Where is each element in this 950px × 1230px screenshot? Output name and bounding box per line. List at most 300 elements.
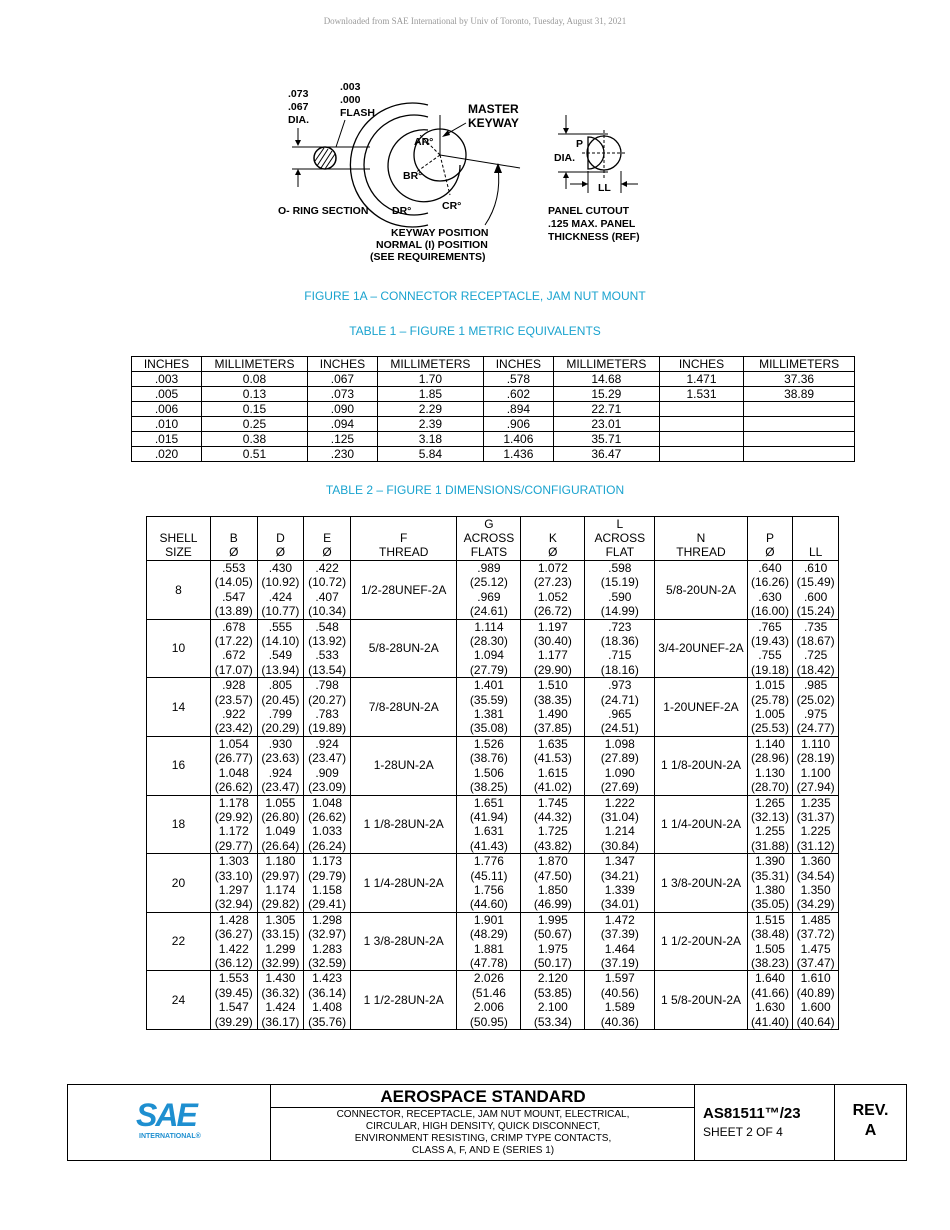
cell-line: (27.89): [600, 751, 639, 766]
cell-line: .798: [315, 678, 339, 693]
table-cell: .003: [132, 372, 202, 387]
cell-line: (37.19): [600, 955, 639, 970]
cell-line: (41.40): [750, 1014, 789, 1029]
cell-line: 1.870: [537, 854, 568, 869]
cell-line: (35.31): [750, 868, 789, 883]
fig-label: .003: [340, 81, 361, 93]
table-cell: [744, 402, 855, 417]
cell-line: (41.43): [469, 838, 508, 853]
table-row: [132, 447, 855, 462]
cell-line: 1.589: [604, 1000, 635, 1015]
cell-line: (40.36): [600, 1014, 639, 1029]
cell-line: (18.67): [796, 634, 835, 649]
column-header: INCHES: [483, 357, 553, 372]
table-cell: 24: [147, 971, 211, 1030]
cell-line: (23.47): [308, 751, 347, 766]
table-header-row: [132, 357, 855, 372]
header-line: SHELL: [159, 531, 198, 545]
table-cell: [585, 854, 655, 913]
table-cell: .073: [307, 387, 377, 402]
table-row: [132, 432, 855, 447]
cell-line: (41.53): [533, 751, 572, 766]
cell-line: .640: [758, 561, 782, 575]
table-cell: [793, 971, 839, 1030]
table-cell: [747, 561, 793, 620]
table-cell: [457, 971, 521, 1030]
cell-line: .422: [315, 561, 339, 575]
cell-line: .630: [758, 589, 782, 604]
cell-line: .805: [268, 678, 293, 693]
cell-line: .555: [268, 619, 293, 634]
cell-line: .985: [803, 678, 828, 693]
cell-line: (36.12): [214, 955, 253, 970]
column-header: [747, 517, 793, 561]
table-cell: [210, 795, 257, 854]
cell-line: 1.975: [537, 941, 568, 956]
table2-caption: TABLE 2 – FIGURE 1 DIMENSIONS/CONFIGURATION: [325, 483, 625, 497]
cell-line: (30.84): [600, 838, 639, 853]
table-cell: [304, 736, 351, 795]
cell-line: (35.08): [469, 721, 508, 736]
cell-line: (28.70): [750, 780, 789, 795]
sheet-number: SHEET 2 OF 4: [703, 1125, 783, 1139]
table-row: [147, 678, 839, 737]
cell-line: 1.381: [473, 707, 504, 722]
cell-line: (13.92): [308, 634, 347, 649]
table-cell: 2.39: [377, 417, 483, 432]
cell-line: (29.79): [308, 868, 347, 883]
cell-line: 1.408: [312, 1000, 343, 1015]
table-cell: [210, 736, 257, 795]
table-cell: [521, 619, 585, 678]
cell-line: 2.006: [473, 1000, 504, 1015]
table-cell: [521, 678, 585, 737]
cell-line: (41.94): [469, 809, 508, 824]
fig-label: DIA.: [288, 114, 309, 126]
table-cell: 36.47: [553, 447, 659, 462]
table-cell: [304, 854, 351, 913]
table-cell: [521, 854, 585, 913]
table-cell: [793, 912, 839, 971]
table-cell: [210, 971, 257, 1030]
cell-line: (13.89): [214, 604, 253, 619]
cell-line: 1.995: [537, 912, 568, 927]
table-cell: [210, 912, 257, 971]
cell-line: (24.61): [469, 604, 508, 619]
cell-line: (16.26): [750, 575, 789, 590]
table-cell: [793, 854, 839, 913]
table-cell: 1 1/2-28UN-2A: [350, 971, 457, 1030]
table-cell: 20: [147, 854, 211, 913]
header-line: THREAD: [379, 545, 429, 559]
table-cell: 1 1/4-20UN-2A: [655, 795, 747, 854]
cell-line: (27.23): [533, 575, 572, 590]
table-cell: [257, 912, 304, 971]
table-cell: 1 5/8-20UN-2A: [655, 971, 747, 1030]
fig-label: LL: [598, 182, 611, 194]
cell-line: (17.22): [214, 634, 253, 649]
table-cell: 37.36: [744, 372, 855, 387]
cell-line: (46.99): [533, 897, 572, 912]
table-cell: 0.15: [202, 402, 308, 417]
table-cell: 1-28UN-2A: [350, 736, 457, 795]
cell-line: .424: [268, 589, 293, 604]
table-cell: 38.89: [744, 387, 855, 402]
cell-line: .600: [803, 589, 828, 604]
cell-line: 1.265: [754, 795, 785, 810]
cell-line: 1.299: [265, 941, 296, 956]
cell-line: (10.77): [261, 604, 300, 619]
column-header: MILLIMETERS: [553, 357, 659, 372]
header-line: ACROSS: [594, 531, 646, 545]
cell-line: (26.72): [533, 604, 572, 619]
cell-line: (38.23): [750, 955, 789, 970]
logo-text: SAE: [136, 1097, 196, 1133]
doc-title: AEROSPACE STANDARD: [271, 1085, 695, 1108]
table-cell: [585, 561, 655, 620]
table-row: [147, 795, 839, 854]
cell-line: (25.02): [796, 692, 835, 707]
cell-line: 1.850: [537, 882, 568, 897]
table-cell: [793, 736, 839, 795]
table-cell: 0.25: [202, 417, 308, 432]
cell-line: (18.36): [600, 634, 639, 649]
column-header: [210, 517, 257, 561]
cell-line: .765: [758, 619, 782, 634]
cell-line: (24.51): [600, 721, 639, 736]
table-cell: [210, 561, 257, 620]
cell-line: (32.99): [261, 955, 300, 970]
table-cell: [304, 971, 351, 1030]
cell-line: (27.94): [796, 780, 835, 795]
cell-line: (29.77): [214, 838, 253, 853]
cell-line: 1.360: [800, 854, 831, 869]
cell-line: (37.47): [796, 955, 835, 970]
cell-line: (25.53): [750, 721, 789, 736]
table-cell: 0.08: [202, 372, 308, 387]
cell-line: 1.283: [312, 941, 343, 956]
table-cell: 8: [147, 561, 211, 620]
cell-line: (47.78): [469, 955, 508, 970]
cell-line: .430: [268, 561, 293, 575]
table-cell: [210, 678, 257, 737]
table-cell: 1 1/8-20UN-2A: [655, 736, 747, 795]
cell-line: (38.25): [469, 780, 508, 795]
table-cell: .067: [307, 372, 377, 387]
cell-line: (44.32): [533, 809, 572, 824]
cell-line: (19.18): [750, 662, 789, 677]
table-cell: 3/4-20UNEF-2A: [655, 619, 747, 678]
cell-line: (26.24): [308, 838, 347, 853]
cell-line: 1.305: [265, 912, 296, 927]
table-row: [147, 561, 839, 620]
table-cell: [457, 678, 521, 737]
header-line: Ø: [548, 545, 558, 559]
cell-line: (32.97): [308, 927, 347, 942]
cell-line: (33.15): [261, 927, 300, 942]
cell-line: 1.422: [218, 941, 249, 956]
cell-line: 1.174: [265, 882, 296, 897]
cell-line: .590: [608, 589, 632, 604]
table-cell: [747, 912, 793, 971]
cell-line: .723: [608, 619, 632, 634]
table-cell: 14.68: [553, 372, 659, 387]
fig-label: .125 MAX. PANEL: [548, 218, 636, 230]
table-row: [147, 619, 839, 678]
cell-line: (29.97): [261, 868, 300, 883]
table-header-row: [147, 517, 839, 561]
cell-line: 1.048: [218, 765, 249, 780]
table-row: [132, 402, 855, 417]
cell-line: 1.350: [800, 882, 831, 897]
table-cell: .894: [483, 402, 553, 417]
cell-line: (44.60): [469, 897, 508, 912]
table-cell: [659, 417, 743, 432]
cell-line: .922: [222, 707, 246, 722]
table-cell: [457, 619, 521, 678]
table-cell: 23.01: [553, 417, 659, 432]
cell-line: .553: [222, 561, 246, 575]
table-cell: [304, 678, 351, 737]
cell-line: (19.89): [308, 721, 347, 736]
doc-number: AS81511™/23: [703, 1105, 801, 1122]
cell-line: 1.110: [801, 736, 831, 751]
cell-line: (37.85): [533, 721, 572, 736]
column-header: MILLIMETERS: [202, 357, 308, 372]
cell-line: (23.57): [214, 692, 253, 707]
table-cell: [257, 971, 304, 1030]
cell-line: 1.510: [537, 678, 568, 693]
cell-line: 1.380: [754, 882, 785, 897]
cell-line: 2.100: [537, 1000, 568, 1015]
fig-label: BR°: [403, 170, 423, 182]
table-cell: [521, 971, 585, 1030]
cell-line: (30.40): [533, 634, 572, 649]
cell-line: (24.71): [600, 692, 639, 707]
cell-line: 1.515: [754, 912, 785, 927]
table-cell: [521, 561, 585, 620]
cell-line: (32.59): [308, 955, 347, 970]
cell-line: (26.77): [214, 751, 253, 766]
column-header: [257, 517, 304, 561]
cell-line: 1.094: [473, 648, 504, 663]
column-header: [793, 517, 839, 561]
cell-line: 1.610: [800, 971, 831, 986]
header-line: THREAD: [676, 545, 726, 559]
dimensions-table: [146, 516, 839, 1030]
table-cell: 1.85: [377, 387, 483, 402]
cell-line: 1.464: [604, 941, 635, 956]
fig-label: DR°: [392, 205, 412, 217]
table-cell: [457, 795, 521, 854]
header-line: F: [400, 531, 408, 545]
table-cell: [257, 795, 304, 854]
header-line: SIZE: [165, 545, 192, 559]
table-cell: 7/8-28UN-2A: [350, 678, 457, 737]
table-cell: .090: [307, 402, 377, 417]
cell-line: 1.475: [800, 941, 831, 956]
cell-line: .548: [315, 619, 339, 634]
cell-line: 1.303: [218, 854, 249, 869]
cell-line: 1.472: [604, 912, 635, 927]
cell-line: 1.054: [218, 736, 249, 751]
table-row: [132, 387, 855, 402]
table-cell: 1.436: [483, 447, 553, 462]
cell-line: (13.54): [308, 662, 347, 677]
cell-line: 1.339: [604, 882, 635, 897]
header-line: FLAT: [605, 545, 635, 559]
column-header: [304, 517, 351, 561]
cell-line: 1.428: [218, 912, 249, 927]
fig-label: FLASH: [340, 107, 375, 119]
table-cell: [210, 854, 257, 913]
cell-line: .973: [608, 678, 632, 693]
cell-line: (26.80): [261, 809, 300, 824]
figure-caption: FIGURE 1A – CONNECTOR RECEPTACLE, JAM NUT MOUNT: [304, 289, 646, 303]
cell-line: 1.049: [265, 824, 296, 839]
revision: REV. A: [852, 1102, 889, 1139]
cell-line: 1.901: [473, 912, 504, 927]
table-cell: 1.531: [659, 387, 743, 402]
cell-line: 1.214: [604, 824, 635, 839]
table-cell: 1/2-28UNEF-2A: [350, 561, 457, 620]
table-cell: [585, 795, 655, 854]
logo-sub: INTERNATIONAL®: [139, 1133, 201, 1140]
column-header: INCHES: [659, 357, 743, 372]
table-cell: [304, 561, 351, 620]
cell-line: (40.56): [600, 985, 639, 1000]
cell-line: (50.17): [533, 955, 572, 970]
cell-line: (50.95): [469, 1014, 508, 1029]
fig-label: (SEE REQUIREMENTS): [370, 251, 486, 263]
table-cell: 10: [147, 619, 211, 678]
table1-caption: TABLE 1 – FIGURE 1 METRIC EQUIVALENTS: [349, 324, 601, 338]
table-cell: 22: [147, 912, 211, 971]
cell-line: (18.42): [796, 662, 835, 677]
table-cell: [793, 561, 839, 620]
table-cell: [304, 912, 351, 971]
table-cell: 1.406: [483, 432, 553, 447]
table-cell: 5.84: [377, 447, 483, 462]
cell-line: .407: [315, 589, 339, 604]
cell-line: (47.50): [533, 868, 572, 883]
cell-line: (36.17): [261, 1014, 300, 1029]
header-line: G: [484, 517, 494, 531]
cell-line: (23.63): [261, 751, 300, 766]
cell-line: .799: [268, 707, 293, 722]
table-row: [147, 854, 839, 913]
table-cell: 16: [147, 736, 211, 795]
cell-line: 1.235: [800, 795, 831, 810]
cell-line: (28.19): [796, 751, 835, 766]
cell-line: (15.24): [796, 604, 835, 619]
cell-line: (40.89): [796, 985, 835, 1000]
cell-line: .783: [315, 707, 339, 722]
table-cell: [747, 619, 793, 678]
cell-line: (29.82): [261, 897, 300, 912]
cell-line: 1.140: [754, 736, 785, 751]
table-cell: .230: [307, 447, 377, 462]
cell-line: (20.27): [308, 692, 347, 707]
cell-line: (23.42): [214, 721, 253, 736]
cell-line: .924: [268, 765, 293, 780]
fig-label: AR°: [414, 136, 434, 148]
table-cell: 1 3/8-28UN-2A: [350, 912, 457, 971]
table-cell: [659, 402, 743, 417]
header-line: E: [323, 531, 332, 545]
table-cell: 2.29: [377, 402, 483, 417]
table-cell: .906: [483, 417, 553, 432]
table-cell: .602: [483, 387, 553, 402]
table-cell: .015: [132, 432, 202, 447]
header-line: FLATS: [470, 545, 508, 559]
table-cell: [210, 619, 257, 678]
cell-line: (15.19): [600, 575, 639, 590]
cell-line: (20.29): [261, 721, 300, 736]
column-header: INCHES: [307, 357, 377, 372]
cell-line: (38.76): [469, 751, 508, 766]
header-line: N: [696, 531, 706, 545]
download-notice: Downloaded from SAE International by Univ of Toronto, Tuesday, August 31, 2021: [323, 16, 627, 26]
rev-cell: [834, 1085, 906, 1160]
cell-line: 1.177: [537, 648, 568, 663]
cell-line: (41.66): [750, 985, 789, 1000]
fig-label: O- RING SECTION: [278, 205, 369, 217]
table-cell: [521, 795, 585, 854]
table-cell: [659, 432, 743, 447]
fig-label: MASTER: [468, 102, 519, 116]
table-cell: [744, 432, 855, 447]
cell-line: (13.94): [261, 662, 300, 677]
fig-label: CR°: [442, 200, 462, 212]
header-line: L: [616, 517, 624, 531]
table-cell: [747, 854, 793, 913]
cell-line: .965: [608, 707, 632, 722]
cell-line: 1.347: [604, 854, 635, 869]
cell-line: 1.423: [312, 971, 343, 986]
cell-line: (53.85): [533, 985, 572, 1000]
table-cell: 1 1/4-28UN-2A: [350, 854, 457, 913]
cell-line: 1.725: [537, 824, 568, 839]
table-cell: 3.18: [377, 432, 483, 447]
cell-line: (29.90): [533, 662, 572, 677]
cell-line: (43.82): [533, 838, 572, 853]
table-row: [132, 372, 855, 387]
cell-line: (39.45): [214, 985, 253, 1000]
table-row: [132, 417, 855, 432]
cell-line: 1.505: [754, 941, 785, 956]
cell-line: 1.015: [754, 678, 785, 693]
table-cell: 0.13: [202, 387, 308, 402]
cell-line: 1.158: [312, 882, 343, 897]
cell-line: 1.776: [473, 854, 504, 869]
table-cell: .005: [132, 387, 202, 402]
table-cell: [304, 619, 351, 678]
cell-line: (36.27): [214, 927, 253, 942]
cell-line: (17.07): [214, 662, 253, 677]
table-cell: .010: [132, 417, 202, 432]
fig-label: DIA.: [554, 152, 575, 164]
cell-line: (31.12): [796, 838, 835, 853]
cell-line: (24.77): [796, 721, 835, 736]
fig-label: KEYWAY: [468, 116, 519, 130]
cell-line: 1.756: [473, 882, 504, 897]
cell-line: 1.597: [604, 971, 635, 986]
cell-line: (19.43): [750, 634, 789, 649]
cell-line: .549: [268, 648, 293, 663]
metric-equivalents-table: [131, 356, 855, 462]
cell-line: (10.92): [261, 575, 300, 590]
